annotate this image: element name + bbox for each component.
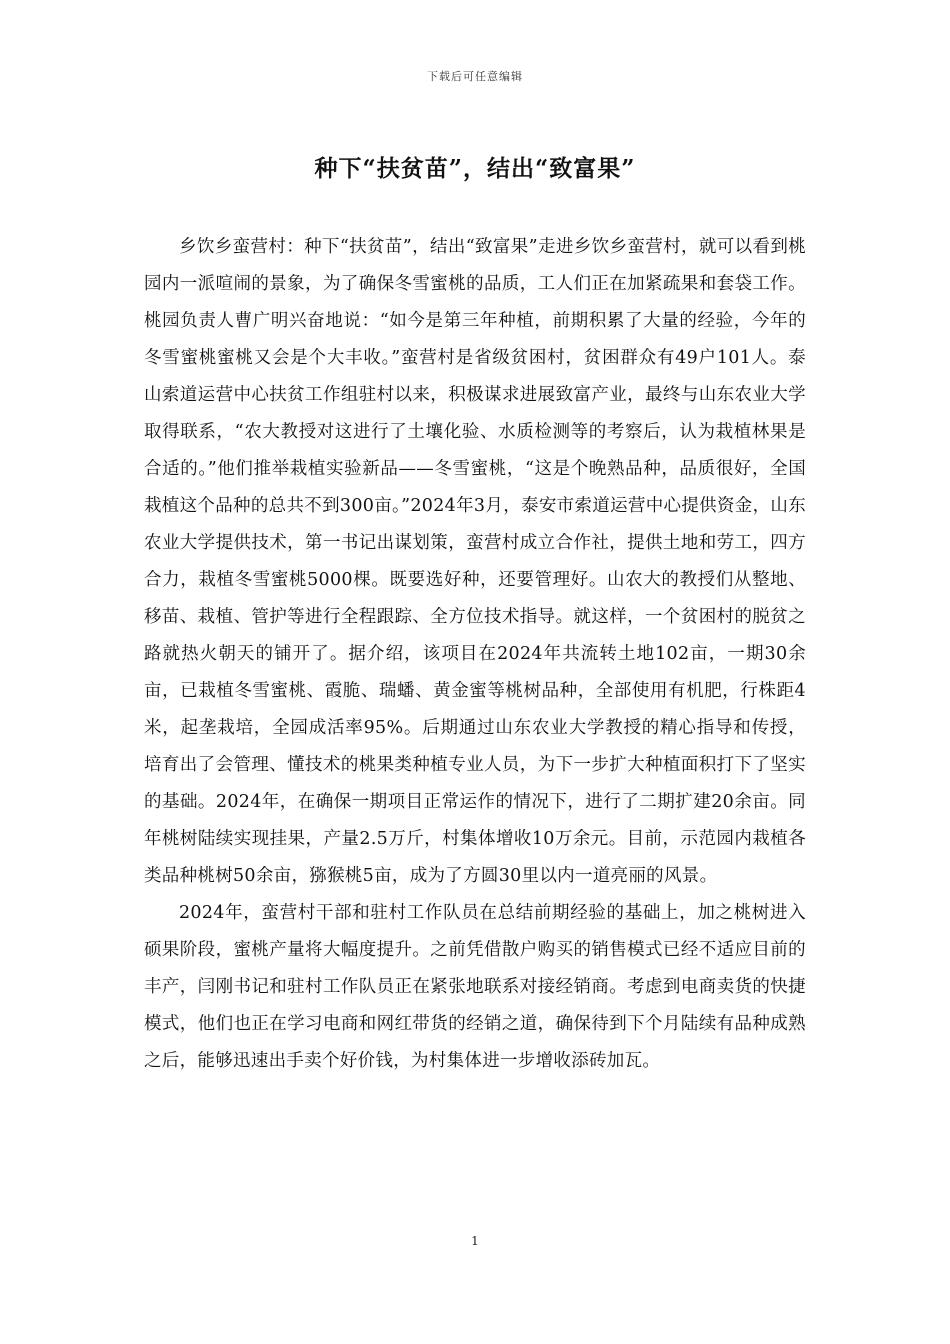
page-number: 1 bbox=[471, 1234, 479, 1248]
header-note: 下载后可任意编辑 bbox=[427, 70, 523, 83]
paragraph-1: 乡饮乡蛮营村：种下“扶贫苗”，结出“致富果”走进乡饮乡蛮营村，就可以看到桃园内一派喧闹的景象，为了确保冬雪蜜桃的品质，工人们正在加紧疏果和套袋工作。桃园负责人曹广明兴奋地说：“如今是第三年种植，前期积累了大量的经验，今年的冬雪蜜桃蜜桃又会是个大丰收。”蛮营村是省级贫困村，贫困群众有49户101人。泰山索道运营中心扶贫工作组驻村以来，积极谋求进展致富产业，最终与山东农业大学取得联系，“农大教授对这进行了土壤化验、水质检测等的考察后，认为栽植林果是合适的。”他们推举栽植实验新品——冬雪蜜桃，“这是个晚熟品种，品质很好，全国栽植这个品种的总共不到300亩。”2024年3月，泰安市索道运营中心提供资金，山东农业大学提供技术，第一书记出谋划策，蛮营村成立合作社，提供土地和劳工，四方合力，栽植冬雪蜜桃5000棵。既要选好种，还要管理好。山农大的教授们从整地、移苗、栽植、管护等进行全程跟踪、全方位技术指导。就这样，一个贫困村的脱贫之路就热火朝天的铺开了。据介绍，该项目在2024年共流转土地102亩，一期30余亩，已栽植冬雪蜜桃、霞脆、瑞蟠、黄金蜜等桃树品种，全部使用有机肥，行株距4米，起垄栽培，全园成活率95%。后期通过山东农业大学教授的精心指导和传授，培育出了会管理、懂技术的桃果类种植专业人员，为下一步扩大种植面积打下了坚实的基础。2024年，在确保一期项目正常运作的情况下，进行了二期扩建20余亩。同年桃树陆续实现挂果，产量2.5万斤，村集体增收10万余元。目前，示范园内栽植各类品种桃树50余亩，猕猴桃5亩，成为了方圆30里以内一道亮丽的风景。 bbox=[144, 237, 806, 886]
paragraph-2: 2024年，蛮营村干部和驻村工作队员在总结前期经验的基础上，加之桃树进入硕果阶段，蜜桃产量将大幅度提升。之前凭借散户购买的销售模式已经不适应目前的丰产，闫刚书记和驻村工作队员正在紧张地联系对接经销商。考虑到电商卖货的快捷模式，他们也正在学习电商和网红带货的经销之道，确保待到下个月陆续有品种成熟之后，能够迅速出手卖个好价钱，为村集体进一步增收添砖加瓦。 bbox=[144, 903, 806, 1071]
article-body bbox=[144, 229, 806, 1080]
article-title: 种下“扶贫苗”，结出“致富果” bbox=[314, 155, 636, 182]
